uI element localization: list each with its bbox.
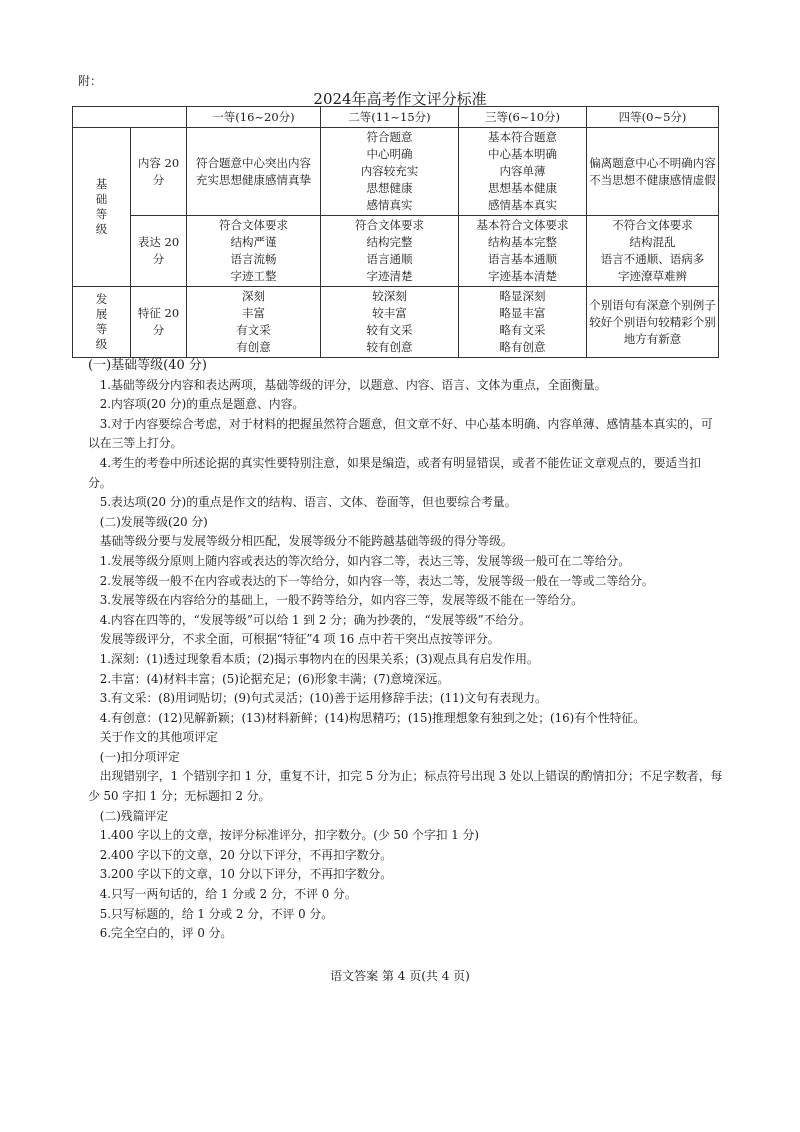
paragraph: 5.只写标题的，给 1 分或 2 分，不评 0 分。	[99, 906, 334, 921]
header-grade: 四等(0~5分)	[587, 107, 719, 128]
criteria-line: 结构完整	[366, 235, 413, 249]
group-char: 发	[95, 292, 108, 306]
paragraph: 4.只写一两句话的，给 1 分或 2 分，不评 0 分。	[99, 887, 357, 902]
criteria-line: 字迹潦草难辨	[618, 269, 687, 283]
criteria-line: 内容较充实	[360, 164, 419, 178]
paragraph: (一)扣分项评定	[99, 749, 180, 764]
criteria-line: 较丰富	[372, 306, 407, 320]
criteria-line: 较有创意	[366, 340, 413, 354]
criteria-line: 有创意	[236, 340, 271, 354]
criteria-line: 充实思想健康感情真挚	[196, 172, 311, 187]
criteria-line: 语言通顺	[366, 252, 413, 266]
grading-table	[72, 106, 719, 358]
group-development-label	[73, 287, 131, 358]
criteria-line: 结构基本完整	[488, 235, 557, 249]
criteria-cell	[187, 128, 321, 216]
criteria-line: 内容单薄	[499, 164, 546, 178]
paragraph: 4.有创意：(12)见解新颖；(13)材料新鲜；(14)构思精巧；(15)推理想象有独到之处；(16)有个性特征。	[99, 710, 646, 725]
paragraph: (二)发展等级(20 分)	[99, 514, 208, 529]
criteria-line: 略显深刻	[499, 289, 546, 303]
paragraph: 6.完全空白的，评 0 分。	[99, 926, 233, 941]
criteria-line: 字迹工整	[230, 269, 277, 283]
page-footer: 语文答案 第 4 页(共 4 页)	[330, 969, 470, 983]
criteria-line: 字迹清楚	[366, 269, 413, 283]
group-basic-label	[73, 128, 131, 287]
paragraph: 3.200 字以下的文章，10 分以下评分，不再扣字数分。	[99, 867, 393, 882]
appendix-label: 附：	[78, 74, 103, 88]
criteria-line: 字迹基本清楚	[488, 269, 557, 283]
criteria-line: 较好个别语句较精彩个别	[589, 314, 716, 329]
criteria-cell	[587, 216, 719, 287]
paragraph: 5.表达项(20 分)的重点是作文的结构、语言、文体、卷面等，但也要综合考量。	[99, 495, 517, 510]
paragraph: 关于作文的其他项评定	[99, 730, 218, 745]
table-row	[73, 287, 719, 358]
table-header-row	[73, 107, 719, 128]
criteria-line: 语言基本通顺	[488, 252, 557, 266]
criteria-cell	[321, 128, 459, 216]
criteria-line: 符合题意中心突出内容	[196, 155, 311, 170]
paragraph: 1.发展等级分原则上随内容或表达的等次给分，如内容二等，表达三等，发展等级一般可在二等给分。	[99, 553, 631, 568]
criteria-line: 符合文体要求	[355, 218, 424, 232]
criteria-cell	[587, 128, 719, 216]
criteria-line: 较有文采	[366, 323, 413, 337]
criteria-line: 结构严谨	[230, 235, 277, 249]
criteria-line: 地方有新意	[623, 331, 682, 346]
criteria-line: 符合文体要求	[219, 218, 288, 232]
criteria-cell	[459, 128, 587, 216]
criteria-line: 基本符合文体要求	[476, 218, 569, 232]
criteria-line: 语言不通顺、语病多	[600, 252, 705, 266]
table-title: 2024年高考作文评分标准	[313, 90, 487, 108]
paragraph: 基础等级分要与发展等级分相匹配，发展等级分不能跨越基础等级的得分等级。	[99, 534, 513, 549]
paragraph: 2.丰富：(4)材料丰富；(5)论据充足；(6)形象丰满；(7)意境深远。	[99, 671, 450, 686]
criteria-line: 中心基本明确	[488, 147, 557, 161]
paragraph: 4.内容在四等的，“发展等级”可以给 1 到 2 分；确为抄袭的，“发展等级”不给分。	[99, 612, 531, 627]
group-char: 等	[95, 207, 108, 221]
paragraph: 4.考生的考卷中所述论据的真实性要特别注意，如果是编造，或者有明显错误，或者不能佐证文章观点的，要适当扣分。	[88, 455, 701, 490]
paragraph: 2.内容项(20 分)的重点是题意、内容。	[99, 397, 305, 412]
row-label: 特征 20 分	[131, 287, 187, 358]
paragraph: 1.基础等级分内容和表达两项，基础等级的评分，以题意、内容、语言、文体为重点，全面衡量。	[99, 377, 607, 392]
criteria-line: 符合题意	[366, 130, 413, 144]
criteria-line: 较深刻	[372, 289, 407, 303]
criteria-cell	[587, 287, 719, 358]
criteria-line: 有文采	[236, 323, 271, 337]
paragraph: 发展等级评分，不求全面，可根据“特征”4 项 16 点中若干突出点按等评分。	[99, 632, 500, 647]
group-char: 基	[95, 177, 108, 191]
paragraph: 出现错别字，1 个错别字扣 1 分，重复不计，扣完 5 分为止；标点符号出现 3 处以上错误的酌情扣分；不足字数者，每少 50 字扣 1 分；无标题扣 2 分。	[88, 769, 723, 804]
criteria-cell	[321, 287, 459, 358]
table-row	[73, 216, 719, 287]
header-grade: 一等(16~20分)	[187, 107, 321, 128]
criteria-cell	[459, 216, 587, 287]
section-heading: (一)基础等级(40 分)	[88, 358, 207, 373]
criteria-line: 思想基本健康	[488, 181, 557, 195]
criteria-line: 语言流畅	[230, 252, 277, 266]
criteria-line: 丰富	[242, 306, 265, 320]
criteria-line: 不当思想不健康感情虚假	[589, 172, 716, 187]
group-char: 等	[95, 322, 108, 336]
table-row	[73, 128, 719, 216]
criteria-cell	[321, 216, 459, 287]
criteria-line: 感情真实	[366, 198, 413, 212]
criteria-line: 略有创意	[499, 340, 546, 354]
criteria-line: 略有文采	[499, 323, 546, 337]
paragraph: 1.400 字以上的文章，按评分标准评分，扣字数分。(少 50 个字扣 1 分)	[99, 828, 479, 843]
criteria-line: 不符合文体要求	[612, 218, 693, 232]
criteria-line: 结构混乱	[629, 235, 676, 249]
criteria-line: 思想健康	[366, 181, 413, 195]
criteria-line: 基本符合题意	[488, 130, 557, 144]
scoring-notes	[88, 356, 724, 944]
group-char: 展	[95, 307, 108, 321]
header-grade: 二等(11~15分)	[321, 107, 459, 128]
paragraph: (二)残篇评定	[99, 808, 168, 823]
criteria-line: 深刻	[242, 289, 265, 303]
criteria-cell	[459, 287, 587, 358]
criteria-cell	[187, 287, 321, 358]
group-char: 础	[95, 192, 108, 206]
paragraph: 1.深刻：(1)透过现象看本质；(2)揭示事物内在的因果关系；(3)观点具有启发作用。	[99, 651, 539, 666]
row-label: 内容 20 分	[131, 128, 187, 216]
criteria-line: 中心明确	[366, 147, 413, 161]
row-label: 表达 20 分	[131, 216, 187, 287]
group-char: 级	[95, 222, 108, 236]
group-char: 级	[95, 337, 108, 351]
criteria-cell	[187, 216, 321, 287]
paragraph: 3.对于内容要综合考虑，对于材料的把握虽然符合题意，但文章不好、中心基本明确、内容单薄、感情基本真实的，可以在三等上打分。	[88, 416, 713, 451]
criteria-line: 偏离题意中心不明确内容	[589, 155, 716, 170]
header-empty	[73, 107, 187, 128]
criteria-line: 感情基本真实	[488, 198, 557, 212]
criteria-line: 略显丰富	[499, 306, 546, 320]
paragraph: 2.400 字以下的文章，20 分以下评分，不再扣字数分。	[99, 847, 393, 862]
paragraph: 3.发展等级在内容给分的基础上，一般不跨等给分，如内容三等，发展等级不能在一等给分。	[99, 593, 583, 608]
paragraph: 2.发展等级一般不在内容或表达的下一等给分，如内容一等，表达二等，发展等级一般在一等或二等给分。	[99, 573, 654, 588]
header-grade: 三等(6~10分)	[459, 107, 587, 128]
paragraph: 3.有文采：(8)用词贴切；(9)句式灵活；(10)善于运用修辞手法；(11)文句有表现力。	[99, 691, 547, 706]
criteria-line: 个别语句有深意个别例子	[589, 297, 716, 312]
